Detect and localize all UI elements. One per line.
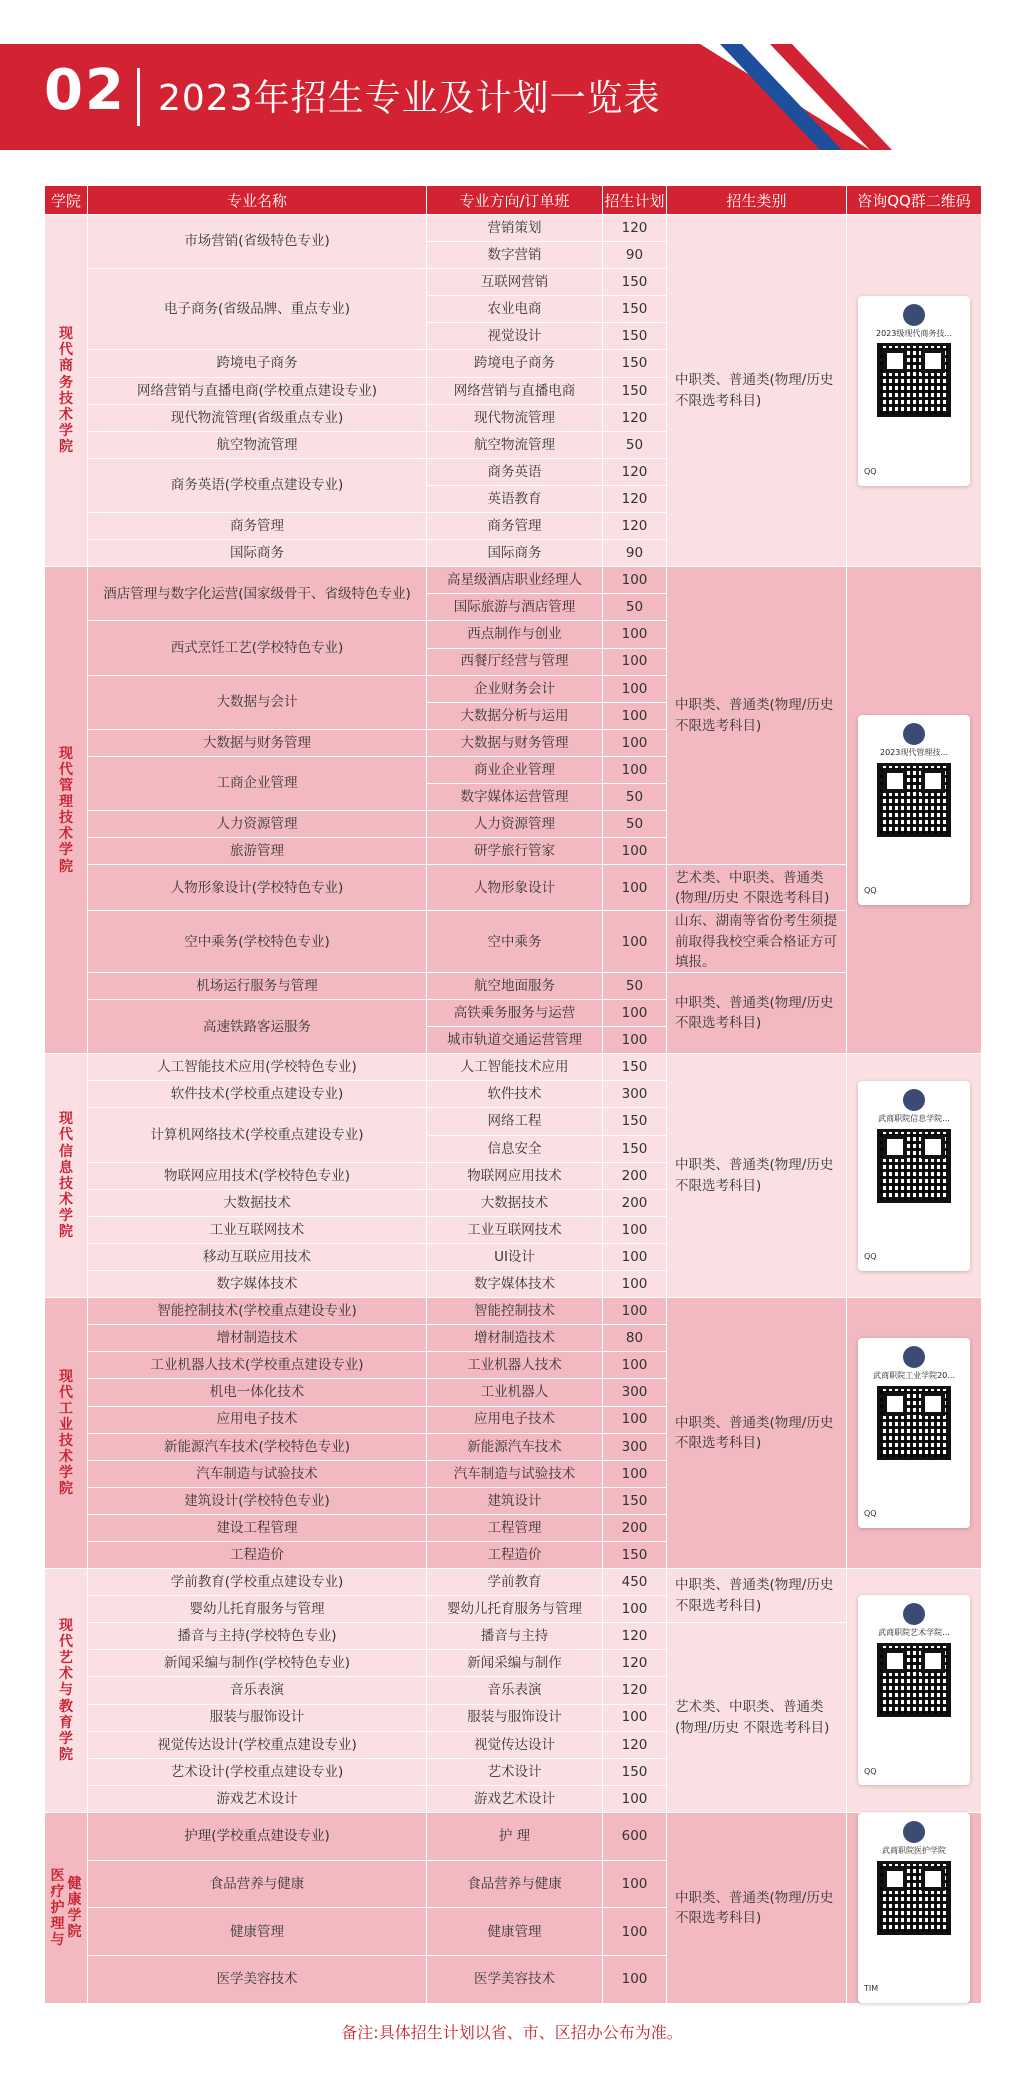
plan-count: 100 [603, 838, 667, 865]
direction: 游戏艺术设计 [427, 1785, 603, 1812]
plan-count: 150 [603, 377, 667, 404]
direction: 高星级酒店职业经理人 [427, 567, 603, 594]
plan-count: 100 [603, 648, 667, 675]
major-name: 服装与服饰设计 [88, 1704, 427, 1731]
major-name: 旅游管理 [88, 838, 427, 865]
major-name: 人工智能技术应用(学校特色专业) [88, 1054, 427, 1081]
qr-code-icon[interactable] [877, 1861, 951, 1935]
college-name [45, 1054, 88, 1298]
plan-count: 100 [603, 1216, 667, 1243]
plan-count: 100 [603, 756, 667, 783]
table-row [45, 865, 982, 911]
direction: 商务管理 [427, 513, 603, 540]
plan-count: 100 [603, 865, 667, 911]
major-name: 新闻采编与制作(学校特色专业) [88, 1650, 427, 1677]
plan-count: 100 [603, 1243, 667, 1270]
direction: 工业机器人技术 [427, 1352, 603, 1379]
major-name: 航空物流管理 [88, 431, 427, 458]
major-name: 工业互联网技术 [88, 1216, 427, 1243]
plan-count: 450 [603, 1569, 667, 1596]
direction: 商业企业管理 [427, 756, 603, 783]
major-name: 大数据与财务管理 [88, 729, 427, 756]
direction: 物联网应用技术 [427, 1162, 603, 1189]
plan-count: 120 [603, 513, 667, 540]
direction: 高铁乘务服务与运营 [427, 1000, 603, 1027]
enrollment-category: 山东、湖南等省份考生须提前取得我校空乘合格证方可填报。 [667, 911, 847, 973]
plan-count: 150 [603, 1135, 667, 1162]
major-name: 酒店管理与数字化运营(国家级骨干、省级特色专业) [88, 567, 427, 621]
plan-count: 100 [603, 1027, 667, 1054]
direction: 学前教育 [427, 1569, 603, 1596]
plan-count: 150 [603, 350, 667, 377]
major-name: 游戏艺术设计 [88, 1785, 427, 1812]
qr-code-icon[interactable] [877, 1643, 951, 1717]
plan-count: 150 [603, 1054, 667, 1081]
direction: 工业互联网技术 [427, 1216, 603, 1243]
plan-count: 150 [603, 1758, 667, 1785]
plan-count: 100 [603, 1271, 667, 1298]
table-row [45, 911, 982, 973]
group-name: 武商职院信息学院... [878, 1113, 950, 1123]
major-name: 市场营销(省级特色专业) [88, 215, 427, 269]
group-avatar [903, 304, 925, 326]
qr-card[interactable] [858, 715, 970, 905]
major-name: 机电一体化技术 [88, 1379, 427, 1406]
major-name: 机场运行服务与管理 [88, 973, 427, 1000]
direction: 工程造价 [427, 1541, 603, 1568]
direction: 网络工程 [427, 1108, 603, 1135]
plan-count: 100 [603, 567, 667, 594]
direction: 新能源汽车技术 [427, 1433, 603, 1460]
qr-cell [847, 1569, 982, 1813]
major-name: 医学美容技术 [88, 1956, 427, 2004]
plan-count: 200 [603, 1189, 667, 1216]
direction: 城市轨道交通运营管理 [427, 1027, 603, 1054]
group-avatar [903, 1821, 925, 1843]
plan-count: 120 [603, 404, 667, 431]
major-name: 移动互联应用技术 [88, 1243, 427, 1270]
qr-cell [847, 1298, 982, 1569]
table-row [45, 1812, 982, 1860]
plan-count: 100 [603, 1298, 667, 1325]
direction: 农业电商 [427, 296, 603, 323]
direction: 人力资源管理 [427, 811, 603, 838]
major-name: 商务英语(学校重点建设专业) [88, 458, 427, 512]
direction: 大数据分析与运用 [427, 702, 603, 729]
qr-code-icon[interactable] [877, 1386, 951, 1460]
qr-card[interactable] [858, 1813, 970, 2003]
major-name: 音乐表演 [88, 1677, 427, 1704]
direction: 国际商务 [427, 540, 603, 567]
major-name: 跨境电子商务 [88, 350, 427, 377]
group-name: 武商职院工业学院20... [873, 1371, 955, 1381]
direction: 工程管理 [427, 1514, 603, 1541]
college-name-part: 健康学院 [67, 1875, 82, 1940]
college-name [45, 567, 88, 1054]
major-name: 大数据技术 [88, 1189, 427, 1216]
plan-count: 120 [603, 1677, 667, 1704]
college-name-text: 现代工业技术学院 [59, 1368, 73, 1498]
enrollment-category: 中职类、普通类(物理/历史 不限选考科目) [667, 1569, 847, 1623]
major-name: 婴幼儿托育服务与管理 [88, 1596, 427, 1623]
plan-count: 90 [603, 242, 667, 269]
plan-count: 50 [603, 594, 667, 621]
qr-code-icon[interactable] [877, 343, 951, 417]
plan-count: 100 [603, 1956, 667, 2004]
qr-cell [847, 1054, 982, 1298]
major-name: 空中乘务(学校特色专业) [88, 911, 427, 973]
direction: 大数据与财务管理 [427, 729, 603, 756]
major-name: 汽车制造与试验技术 [88, 1460, 427, 1487]
group-name: 武商职院艺术学院... [878, 1628, 950, 1638]
section-number: 02 [44, 58, 126, 123]
table-row [45, 1623, 982, 1650]
plan-count: 80 [603, 1325, 667, 1352]
major-name: 增材制造技术 [88, 1325, 427, 1352]
direction: 护 理 [427, 1812, 603, 1860]
direction: 工业机器人 [427, 1379, 603, 1406]
college-name-text: 现代艺术与教育学院 [59, 1618, 73, 1763]
direction: 食品营养与健康 [427, 1860, 603, 1908]
header-qr: 咨询QQ群二维码 [847, 186, 982, 215]
enrollment-category: 中职类、普通类(物理/历史 不限选考科目) [667, 1812, 847, 2003]
direction: 西餐厅经营与管理 [427, 648, 603, 675]
plan-count: 200 [603, 1514, 667, 1541]
major-name: 健康管理 [88, 1908, 427, 1956]
enrollment-category: 艺术类、中职类、普通类(物理/历史 不限选考科目) [667, 1623, 847, 1813]
header-direction: 专业方向/订单班 [427, 186, 603, 215]
direction: 汽车制造与试验技术 [427, 1460, 603, 1487]
table-row [45, 215, 982, 242]
qr-card[interactable] [858, 1338, 970, 1528]
table-row [45, 1298, 982, 1325]
direction: 现代物流管理 [427, 404, 603, 431]
direction: 艺术设计 [427, 1758, 603, 1785]
direction: 智能控制技术 [427, 1298, 603, 1325]
plan-count: 150 [603, 1487, 667, 1514]
header-major: 专业名称 [88, 186, 427, 215]
major-name: 新能源汽车技术(学校特色专业) [88, 1433, 427, 1460]
plan-count: 90 [603, 540, 667, 567]
plan-count: 300 [603, 1081, 667, 1108]
direction: 数字营销 [427, 242, 603, 269]
qr-code-icon[interactable] [877, 763, 951, 837]
header-category: 招生类别 [667, 186, 847, 215]
direction: 英语教育 [427, 485, 603, 512]
plan-count: 150 [603, 1541, 667, 1568]
plan-count: 100 [603, 1704, 667, 1731]
plan-count: 100 [603, 911, 667, 973]
table-header-row [45, 186, 982, 215]
enrollment-category: 中职类、普通类(物理/历史 不限选考科目) [667, 567, 847, 865]
plan-count: 600 [603, 1812, 667, 1860]
enrollment-category: 艺术类、中职类、普通类(物理/历史 不限选考科目) [667, 865, 847, 911]
direction: 营销策划 [427, 215, 603, 242]
major-name: 商务管理 [88, 513, 427, 540]
app-logo: TIM [864, 1984, 879, 1994]
direction: 应用电子技术 [427, 1406, 603, 1433]
qr-card[interactable] [858, 1595, 970, 1785]
app-logo: QQ [864, 1766, 877, 1776]
enrollment-category: 中职类、普通类(物理/历史 不限选考科目) [667, 1054, 847, 1298]
group-avatar [903, 1346, 925, 1368]
app-logo: QQ [864, 886, 877, 896]
qr-cell [847, 567, 982, 1054]
plan-count: 100 [603, 729, 667, 756]
college-name-text: 现代商务技术学院 [59, 326, 73, 455]
direction: 视觉设计 [427, 323, 603, 350]
app-logo: QQ [864, 1509, 877, 1519]
plan-count: 150 [603, 296, 667, 323]
group-avatar [903, 1603, 925, 1625]
group-avatar [903, 723, 925, 745]
direction: 商务英语 [427, 458, 603, 485]
table-row [45, 567, 982, 594]
direction: 网络营销与直播电商 [427, 377, 603, 404]
major-name: 网络营销与直播电商(学校重点建设专业) [88, 377, 427, 404]
plan-count: 120 [603, 215, 667, 242]
college-name-part: 医疗护理与 [50, 1867, 65, 1949]
header-college: 学院 [45, 186, 88, 215]
plan-count: 300 [603, 1433, 667, 1460]
direction: 西点制作与创业 [427, 621, 603, 648]
direction: 人工智能技术应用 [427, 1054, 603, 1081]
qr-card[interactable] [858, 1081, 970, 1271]
group-name: 2023级现代商务技... [876, 328, 952, 338]
qr-code-icon[interactable] [877, 1129, 951, 1203]
plan-count: 120 [603, 1731, 667, 1758]
enrollment-category: 中职类、普通类(物理/历史 不限选考科目) [667, 1298, 847, 1569]
direction: 婴幼儿托育服务与管理 [427, 1596, 603, 1623]
plan-count: 100 [603, 1860, 667, 1908]
major-name: 播音与主持(学校特色专业) [88, 1623, 427, 1650]
major-name: 学前教育(学校重点建设专业) [88, 1569, 427, 1596]
major-name: 工业机器人技术(学校重点建设专业) [88, 1352, 427, 1379]
section-header [0, 44, 1024, 150]
college-name [45, 1298, 88, 1569]
plan-count: 100 [603, 1785, 667, 1812]
major-name: 建设工程管理 [88, 1514, 427, 1541]
direction: 航空地面服务 [427, 973, 603, 1000]
header-divider [137, 68, 140, 126]
direction: 国际旅游与酒店管理 [427, 594, 603, 621]
direction: 播音与主持 [427, 1623, 603, 1650]
major-name: 人力资源管理 [88, 811, 427, 838]
plan-count: 150 [603, 269, 667, 296]
college-name [45, 215, 88, 567]
major-name: 数字媒体技术 [88, 1271, 427, 1298]
enrollment-category: 中职类、普通类(物理/历史 不限选考科目) [667, 215, 847, 567]
direction: 空中乘务 [427, 911, 603, 973]
qr-card[interactable] [858, 296, 970, 486]
direction: 服装与服饰设计 [427, 1704, 603, 1731]
direction: 人物形象设计 [427, 865, 603, 911]
plan-count: 100 [603, 621, 667, 648]
group-avatar [903, 1089, 925, 1111]
major-name: 护理(学校重点建设专业) [88, 1812, 427, 1860]
plan-count: 120 [603, 458, 667, 485]
major-name: 现代物流管理(省级重点专业) [88, 404, 427, 431]
plan-count: 50 [603, 783, 667, 810]
plan-count: 100 [603, 1406, 667, 1433]
direction: 健康管理 [427, 1908, 603, 1956]
direction: 增材制造技术 [427, 1325, 603, 1352]
plan-count: 100 [603, 1460, 667, 1487]
major-name: 应用电子技术 [88, 1406, 427, 1433]
direction: 跨境电子商务 [427, 350, 603, 377]
table-row [45, 973, 982, 1000]
plan-count: 50 [603, 431, 667, 458]
college-name-text: 现代信息技术学院 [59, 1111, 73, 1240]
direction: 数字媒体技术 [427, 1271, 603, 1298]
direction: 企业财务会计 [427, 675, 603, 702]
direction: 研学旅行管家 [427, 838, 603, 865]
plan-count: 100 [603, 1352, 667, 1379]
major-name: 国际商务 [88, 540, 427, 567]
qr-cell [847, 215, 982, 567]
direction: 航空物流管理 [427, 431, 603, 458]
major-name: 建筑设计(学校特色专业) [88, 1487, 427, 1514]
plan-count: 120 [603, 1623, 667, 1650]
plan-count: 100 [603, 1908, 667, 1956]
direction: 音乐表演 [427, 1677, 603, 1704]
plan-count: 50 [603, 811, 667, 838]
plan-count: 120 [603, 1650, 667, 1677]
major-name: 物联网应用技术(学校特色专业) [88, 1162, 427, 1189]
footnote: 备注:具体招生计划以省、市、区招办公布为准。 [341, 2023, 683, 2042]
plan-count: 100 [603, 675, 667, 702]
enrollment-category: 中职类、普通类(物理/历史不限选考科目) [667, 973, 847, 1054]
plan-count: 150 [603, 323, 667, 350]
college-name [45, 1812, 88, 2003]
plan-count: 50 [603, 973, 667, 1000]
plan-count: 100 [603, 702, 667, 729]
direction: 建筑设计 [427, 1487, 603, 1514]
major-name: 视觉传达设计(学校重点建设专业) [88, 1731, 427, 1758]
major-name: 大数据与会计 [88, 675, 427, 729]
page-title: 2023年招生专业及计划一览表 [158, 78, 661, 119]
direction: 数字媒体运营管理 [427, 783, 603, 810]
direction: 信息安全 [427, 1135, 603, 1162]
enrollment-table [44, 185, 982, 2004]
major-name: 智能控制技术(学校重点建设专业) [88, 1298, 427, 1325]
direction: UI设计 [427, 1243, 603, 1270]
direction: 互联网营销 [427, 269, 603, 296]
plan-count: 120 [603, 485, 667, 512]
major-name: 西式烹饪工艺(学校特色专业) [88, 621, 427, 675]
table-row [45, 1054, 982, 1081]
plan-count: 100 [603, 1000, 667, 1027]
major-name: 高速铁路客运服务 [88, 1000, 427, 1054]
direction: 医学美容技术 [427, 1956, 603, 2004]
college-name [45, 1569, 88, 1813]
major-name: 电子商务(省级品牌、重点专业) [88, 269, 427, 350]
plan-count: 100 [603, 1596, 667, 1623]
direction: 视觉传达设计 [427, 1731, 603, 1758]
qr-cell [847, 1812, 982, 2003]
plan-count: 300 [603, 1379, 667, 1406]
app-logo: QQ [864, 1251, 877, 1261]
major-name: 人物形象设计(学校特色专业) [88, 865, 427, 911]
plan-count: 150 [603, 1108, 667, 1135]
group-name: 2023现代管理技... [880, 748, 948, 758]
app-logo: QQ [864, 466, 877, 476]
table-row [45, 1569, 982, 1596]
major-name: 计算机网络技术(学校重点建设专业) [88, 1108, 427, 1162]
direction: 新闻采编与制作 [427, 1650, 603, 1677]
header-plan: 招生计划 [603, 186, 667, 215]
group-name: 武商职院医护学院 [882, 1845, 946, 1855]
major-name: 艺术设计(学校重点建设专业) [88, 1758, 427, 1785]
major-name: 工程造价 [88, 1541, 427, 1568]
plan-count: 200 [603, 1162, 667, 1189]
direction: 软件技术 [427, 1081, 603, 1108]
college-name-text: 现代管理技术学院 [59, 745, 73, 875]
direction: 大数据技术 [427, 1189, 603, 1216]
major-name: 食品营养与健康 [88, 1860, 427, 1908]
major-name: 软件技术(学校重点建设专业) [88, 1081, 427, 1108]
major-name: 工商企业管理 [88, 756, 427, 810]
